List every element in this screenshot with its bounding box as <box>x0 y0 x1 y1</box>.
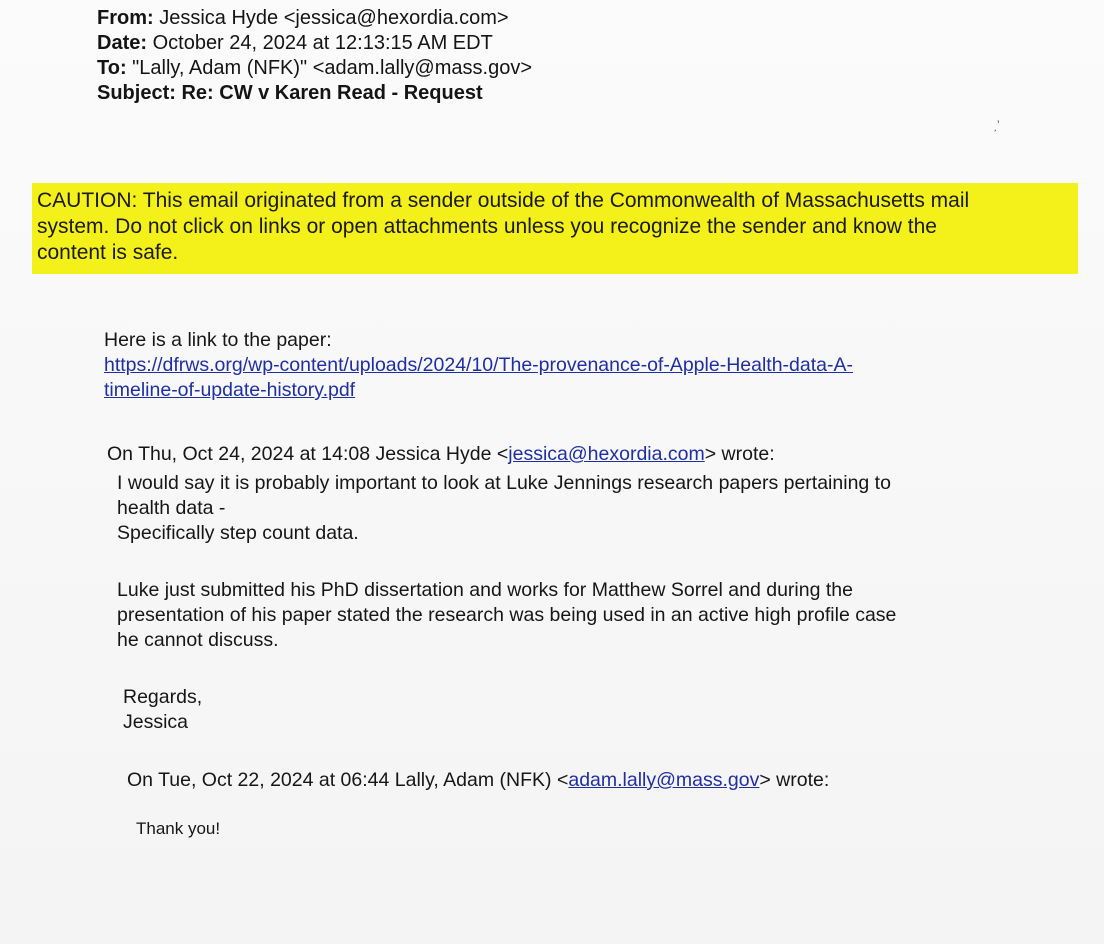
subject-value: Re: CW v Karen Read - Request <box>181 82 483 104</box>
reply1-suffix: > wrote: <box>704 443 775 465</box>
caution-line-3: content is safe. <box>37 241 179 264</box>
date-value: October 24, 2024 at 12:13:15 AM EDT <box>152 32 493 54</box>
caution-line-2: system. Do not click on links or open attachments unless you recognize the sender and know the <box>37 215 937 238</box>
intro-text: Here is a link to the paper: <box>104 329 332 351</box>
subject-row <box>97 81 532 106</box>
quote1-para2-line-2: presentation of his paper stated the research was being used in an active high profile case <box>117 604 897 626</box>
quote1-para2-line-3: he cannot discuss. <box>117 629 279 651</box>
regards-text: Regards, <box>123 686 203 708</box>
quote1-para2-line-1: Luke just submitted his PhD dissertation and works for Matthew Sorrel and during the <box>117 579 853 601</box>
reply1-email-link[interactable]: jessica@hexordia.com <box>508 443 705 465</box>
message-body <box>104 328 1004 403</box>
reply2-suffix: > wrote: <box>759 769 830 791</box>
reply2-prefix: On Tue, Oct 22, 2024 at 06:44 Lally, Adam (NFK) < <box>127 769 569 791</box>
reply1-prefix: On Thu, Oct 24, 2024 at 14:08 Jessica Hyde < <box>107 443 509 465</box>
quote1-line-1: I would say it is probably important to look at Luke Jennings research papers pertaining to <box>117 472 891 494</box>
scan-speck: ˏ’ <box>993 118 1000 132</box>
paper-link-line-2: timeline-of-update-history.pdf <box>104 379 356 401</box>
subject-label: Subject: <box>97 82 176 104</box>
date-row <box>97 31 532 56</box>
to-row <box>97 56 532 81</box>
from-label: From: <box>97 7 154 29</box>
quote1-line-3: Specifically step count data. <box>117 522 359 544</box>
paper-link[interactable] <box>104 353 1004 403</box>
to-label: To: <box>97 57 127 79</box>
from-row <box>97 6 532 31</box>
date-label: Date: <box>97 32 148 54</box>
quoted-message-1 <box>117 471 1017 735</box>
reply-header-2 <box>127 768 829 793</box>
email-header <box>97 6 532 106</box>
from-value: Jessica Hyde <jessica@hexordia.com> <box>159 7 509 29</box>
reply2-email-link[interactable]: adam.lally@mass.gov <box>568 769 760 791</box>
quote1-line-2: health data - <box>117 497 226 519</box>
reply-header-1 <box>107 442 775 467</box>
thanks-text: Thank you! <box>136 819 221 838</box>
signature-text: Jessica <box>123 711 189 733</box>
to-value: "Lally, Adam (NFK)" <adam.lally@mass.gov> <box>132 57 532 79</box>
paper-link-line-1: https://dfrws.org/wp-content/uploads/2024/10/The-provenance-of-Apple-Health-data-A- <box>104 354 853 376</box>
caution-banner <box>32 183 1078 274</box>
caution-line-1: CAUTION: This email originated from a sender outside of the Commonwealth of Massachusetts mail <box>37 189 970 212</box>
